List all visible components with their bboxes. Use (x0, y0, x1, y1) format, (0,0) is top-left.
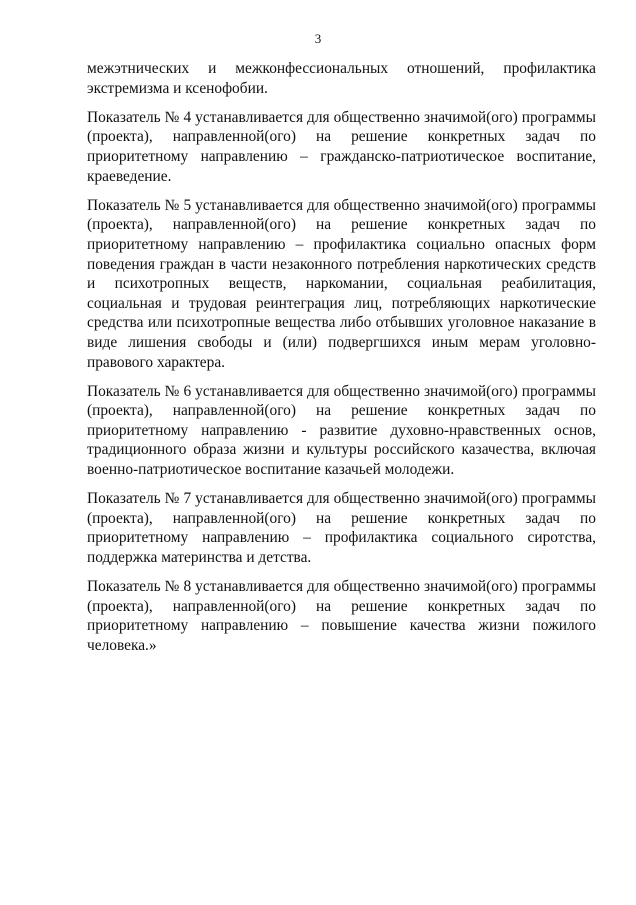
page-number: 3 (314, 31, 322, 46)
paragraph-indicator-4: Показатель № 4 устанавливается для общественно значимой(ого) программы (проекта), направленной(ого) на решение конкретных задач по приоритетному направлению – гражданско-патриотическое воспитание, краеведение. (87, 108, 596, 185)
paragraph-indicator-8: Показатель № 8 устанавливается для общественно значимой(ого) программы (проекта), направленной(ого) на решение конкретных задач по приоритетному направлению – повышение качества жизни пожилого человека.» (87, 578, 596, 654)
paragraph-indicator-5: Показатель № 5 устанавливается для общественно значимой(ого) программы (проекта), направленной(ого) на решение конкретных задач по приоритетному направлению – профилактика социально опасных форм поведения граждан в части незаконного потребления наркотических средств и психотропных веществ, наркомании, социальная реабилитация, социальная и трудовая реинтеграция лиц, потребляющих наркотические средства или психотропные вещества либо отбывших уголовное наказание в виде лишения свободы и (или) подвергшихся иным мерам уголовно-правового характера. (87, 196, 596, 371)
document-body (87, 59, 596, 665)
paragraph-indicator-7: Показатель № 7 устанавливается для общественно значимой(ого) программы (проекта), направленной(ого) на решение конкретных задач по приоритетному направлению – профилактика социального сиротства, поддержка материнства и детства. (87, 490, 596, 567)
paragraph-indicator-6: Показатель № 6 устанавливается для общественно значимой(ого) программы (проекта), направленной(ого) на решение конкретных задач по приоритетному направлению - развитие духовно-нравственных основ, традиционного образа жизни и культуры российского казачества, включая военно-патриотическое воспитание казачьей молодежи. (87, 382, 596, 479)
paragraph-continuation: межэтнических и межконфессиональных отношений, профилактика экстремизма и ксенофобии. (87, 60, 596, 97)
